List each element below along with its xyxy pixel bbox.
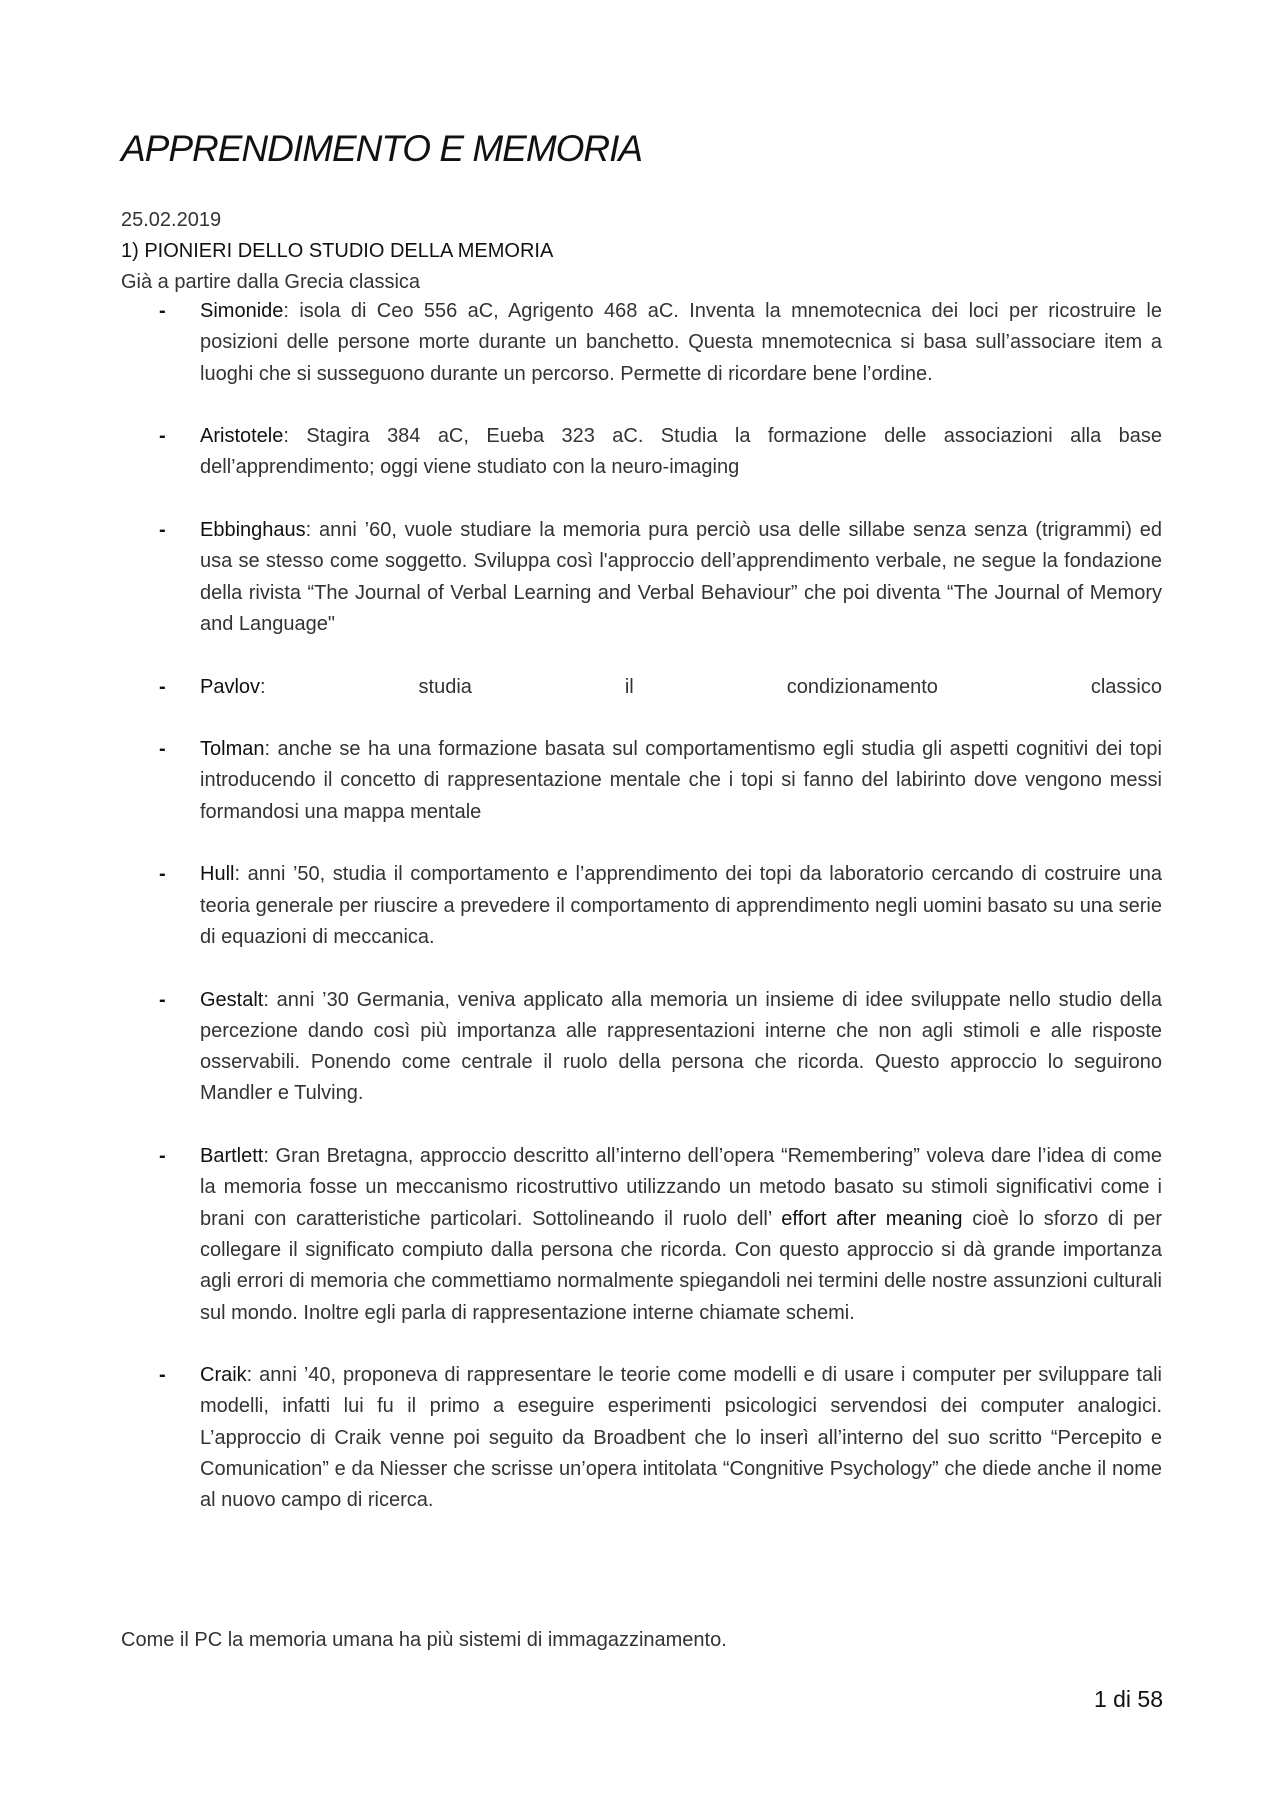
document-header bbox=[121, 205, 1161, 298]
pioneer-name: Pavlov bbox=[200, 675, 261, 698]
list-item bbox=[159, 985, 1162, 1110]
list-item bbox=[159, 296, 1162, 390]
pioneer-name: Bartlett bbox=[200, 1145, 264, 1168]
list-bullet: - bbox=[159, 1145, 166, 1168]
pioneer-description: : anni ’50, studia il comportamento e l’apprendimento dei topi da laboratorio cercando di costruire una teoria generale per riuscire a prevedere il comportamento di apprendimento negli uomini basato su una serie di equazioni di meccanica. bbox=[200, 863, 1162, 948]
section-heading: 1) PIONIERI DELLO STUDIO DELLA MEMORIA bbox=[121, 240, 554, 262]
pioneer-description: : isola di Ceo 556 aC, Agrigento 468 aC. Inventa la mnemotecnica dei loci per ricostruire le posizioni delle persone morte durante un banchetto. Questa mnemotecnica si basa sull’associare item a luoghi che si susseguono durante un percorso. Permette di ricordare bene l’ordine. bbox=[200, 300, 1162, 385]
pioneer-description: : anni ’40, proponeva di rappresentare le teorie come modelli e di usare i computer per sviluppare tali modelli, infatti lui fu il primo a eseguire esperimenti psicologici servendosi dei computer analogici. L’approccio di Craik venne poi seguito da Broadbent che lo inserì all’interno del suo scritto “Percepito e Comunication” e da Niesser che scrisse un’opera intitolata “Congnitive Psychology” che diede anche il nome al nuovo campo di ricerca. bbox=[200, 1364, 1162, 1512]
list-bullet: - bbox=[159, 425, 166, 448]
list-bullet: - bbox=[159, 675, 166, 698]
pioneers-list bbox=[159, 296, 1162, 1548]
list-bullet: - bbox=[159, 988, 166, 1011]
list-item bbox=[159, 421, 1162, 484]
list-item bbox=[159, 734, 1162, 828]
pioneer-name: Simonide bbox=[200, 300, 284, 322]
pioneer-description: : anni ’60, vuole studiare la memoria pura perciò usa delle sillabe senza senza (trigrammi) ed usa se stesso come soggetto. Sviluppa così l'approccio dell’apprendimento verbale, ne segue la fondazione della rivista “The Journal of Verbal Learning and Verbal Behaviour” che poi diventa “The Journal of Memory and Language" bbox=[200, 519, 1162, 635]
list-item bbox=[159, 515, 1162, 640]
pioneer-name: Craik bbox=[200, 1364, 247, 1387]
list-bullet: - bbox=[159, 300, 166, 322]
pioneer-name: Hull bbox=[200, 863, 235, 886]
list-bullet: - bbox=[159, 738, 166, 761]
intro-text: Già a partire dalla Grecia classica bbox=[121, 271, 421, 293]
list-bullet: - bbox=[159, 1364, 166, 1387]
emphasis-term: effort after meaning bbox=[781, 1207, 963, 1230]
pioneer-description: : anni ’30 Germania, veniva applicato alla memoria un insieme di idee sviluppate nello studio della percezione dando così più importanza alle rappresentazioni interne che non agli stimoli e alle risposte osservabili. Ponendo come centrale il ruolo della persona che ricorda. Questo approccio lo seguirono Mandler e Tulving. bbox=[200, 988, 1162, 1105]
pioneer-description-continued: cioè lo sforzo di per collegare il significato compiuto dalla persona che ricorda. Con questo approccio si dà grande importanza agli errori di memoria che commettiamo normalmente spiegandoli nei termini delle nostre assunzioni culturali sul mondo. Inoltre egli parla di rappresentazione interne chiamate schemi. bbox=[200, 1207, 1163, 1324]
page-title: APPRENDIMENTO E MEMORIA bbox=[121, 128, 643, 169]
page-number: 1 di 58 bbox=[1093, 1686, 1163, 1712]
list-item bbox=[159, 1141, 1162, 1329]
pioneer-description: : anche se ha una formazione basata sul comportamentismo egli studia gli aspetti cognitivi dei topi introducendo il concetto di rappresentazione mentale che i topi si fanno del labirinto dove vengono messi formandosi una mappa mentale bbox=[200, 738, 1162, 823]
pioneer-description: : Stagira 384 aC, Eueba 323 aC. Studia la formazione delle associazioni alla base dell’apprendimento; oggi viene studiato con la neuro-imaging bbox=[200, 425, 1162, 479]
list-item bbox=[159, 672, 1162, 703]
pioneer-description: : Gran Bretagna, approccio descritto all’interno dell’opera “Remembering” voleva dare l’idea di come la memoria fosse un meccanismo ricostruttivo utilizzando un metodo basato su stimoli significativi come i brani con caratteristiche particolari. Sottolineando il ruolo dell’ bbox=[200, 1145, 1162, 1230]
pioneer-name: Ebbinghaus bbox=[200, 519, 306, 542]
pioneer-name: Aristotele bbox=[200, 425, 284, 448]
closing-remark: Come il PC la memoria umana ha più sistemi di immagazzinamento. bbox=[121, 1629, 727, 1651]
list-item bbox=[159, 859, 1162, 953]
list-item bbox=[159, 1360, 1162, 1516]
list-bullet: - bbox=[159, 863, 166, 886]
pioneer-name: Tolman bbox=[200, 738, 265, 761]
pioneer-description: : studia il condizionamento classico bbox=[260, 675, 1162, 698]
pioneer-name: Gestalt bbox=[200, 988, 264, 1011]
list-bullet: - bbox=[159, 519, 166, 542]
lecture-date: 25.02.2019 bbox=[121, 209, 222, 231]
